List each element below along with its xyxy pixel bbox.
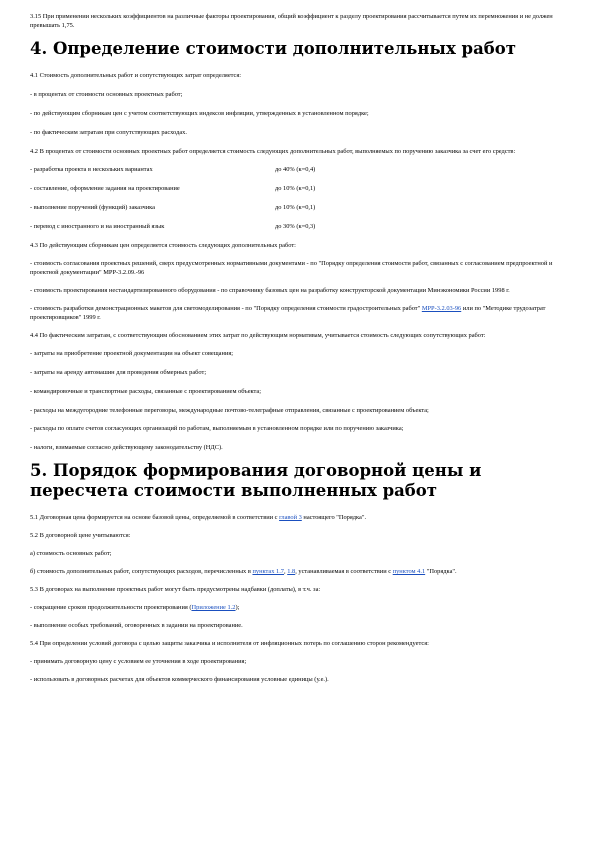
text-fragment: "Порядка". <box>425 568 457 575</box>
list-item <box>30 304 565 322</box>
list-item: - затраты на приобретение проектной документации на объект совещания; <box>30 350 234 357</box>
rate-row <box>30 165 565 174</box>
text-fragment: - стоимость разработки демонстрационных макетов для светомоделирования - по "Порядку определения стоимости градостроительных работ" <box>30 305 421 312</box>
text-fragment: 5.1 Договорная цена формируется на основе базовой цены, определяемой в соответствии с <box>30 514 280 521</box>
rate-label: - выполнение поручений (функций) заказчика <box>30 204 156 211</box>
list-item: - принимать договорную цену с условием ее уточнения в ходе проектирования; <box>30 658 247 665</box>
rate-row <box>30 203 565 212</box>
text-fragment: б) стоимость дополнительных работ, сопутствующих расходов, перечисленных в <box>30 568 253 575</box>
text-fragment: , <box>284 568 288 575</box>
rate-value: до 10% (к=0,1) <box>275 185 316 192</box>
rate-row <box>30 184 565 193</box>
rate-value: до 40% (к=0,4) <box>275 166 316 173</box>
paragraph-5-1 <box>30 513 565 522</box>
link-item-4-1[interactable]: пунктом 4.1 <box>392 568 426 575</box>
paragraph-3-15: 3.15 При применении нескольких коэффициентов на различные факторы проектирования, общий коэффициент к разделу проектирования рассчитывается путем их перемножения и не должен превышать 1,75. <box>30 13 553 29</box>
paragraph-5-2: 5.2 В договорной цене учитываются: <box>30 532 131 539</box>
text-fragment: ); <box>235 604 240 611</box>
rate-value: до 10% (к=0,1) <box>275 204 316 211</box>
list-item: - по действующим сборникам цен с учетом соответствующих индексов инфляции, утвержденных в установленном порядке; <box>30 110 369 117</box>
rate-value: до 30% (к=0,3) <box>275 223 316 230</box>
list-item: - стоимость согласования проектных решений, сверх предусмотренных нормативными документами - по "Порядку определения стоимости работ, связанных с согласованием предпроектной и проектной документации" МРР-3.2.09.-96 <box>30 260 553 276</box>
list-item: - налоги, взимаемые согласно действующему законодательству (НДС). <box>30 444 223 451</box>
list-item <box>30 603 565 612</box>
link-item-1-8[interactable]: 1.8 <box>287 568 296 575</box>
list-item: - выполнение особых требований, оговоренных в задании на проектирование. <box>30 622 243 629</box>
link-mrr-3-2-03-96[interactable]: МРР-3.2.03-96 <box>421 305 462 312</box>
list-item: - затраты на аренду автомашин для проведения обмерных работ; <box>30 369 207 376</box>
text-fragment: настоящего "Порядка". <box>301 514 367 521</box>
section-heading-4: 4. Определение стоимости дополнительных работ <box>30 39 516 58</box>
list-item: а) стоимость основных работ; <box>30 550 112 557</box>
list-item: - в процентах от стоимости основных проектных работ; <box>30 91 183 98</box>
link-item-1-7[interactable]: пунктах 1.7 <box>252 568 284 575</box>
paragraph-4-1: 4.1 Стоимость дополнительных работ и сопутствующих затрат определяется: <box>30 72 242 79</box>
list-item: - по фактическим затратам при сопутствующих расходах. <box>30 129 187 136</box>
link-chapter-3[interactable]: главой 3 <box>279 514 302 521</box>
text-fragment: , устанавливаемая в соответствии с <box>295 568 393 575</box>
rate-row <box>30 222 565 231</box>
paragraph-5-4: 5.4 При определении условий договора с целью защиты заказчика и исполнителя от инфляционных потерь по соглашению сторон рекомендуется: <box>30 640 429 647</box>
paragraph-4-3: 4.3 По действующим сборникам цен определяется стоимость следующих дополнительных работ: <box>30 242 296 249</box>
list-item: - командировочные и транспортные расходы, связанные с проектированием объекта; <box>30 388 262 395</box>
list-item <box>30 567 565 576</box>
list-item: - использовать в договорных расчетах для объектов коммерческого финансирования условные единицы (у.е.). <box>30 676 329 683</box>
paragraph-4-2: 4.2 В процентах от стоимости основных проектных работ определяется стоимость следующих дополнительных работ, выполняемых по поручению заказчика за счет его средств: <box>30 148 516 155</box>
rate-label: - разработка проекта в нескольких вариантах <box>30 166 153 173</box>
paragraph-4-4: 4.4 По фактическим затратам, с соответствующим обоснованием этих затрат по действующим нормативам, учитывается стоимость следующих сопутствующих работ: <box>30 332 486 339</box>
list-item: - стоимость проектирования нестандартизированного оборудования - по справочнику базовых цен на разработку конструкторской документации Минэкономики России 1998 г. <box>30 287 510 294</box>
list-item: - расходы на междугородние телефонные переговоры, международные почтово-телеграфные отправления, связанные с проектированием объекта; <box>30 407 429 414</box>
text-fragment: или по "Методике трудозатрат проектировщиков" 1999 г. <box>30 305 546 321</box>
section-heading-5: 5. Порядок формирования договорной цены и пересчета стоимости выполненных работ <box>30 461 482 500</box>
link-appendix-1-2[interactable]: Приложение 1.2 <box>191 604 236 611</box>
text-fragment: - сокращение сроков продолжительности проектирования ( <box>30 604 192 611</box>
rate-label: - составление, оформление задания на проектирование <box>30 185 180 192</box>
list-item: - расходы по оплате счетов согласующих организаций по работам, выполняемым в установленном порядке или по поручению заказчика; <box>30 425 404 432</box>
rate-label: - перевод с иностранного и на иностранный язык <box>30 223 165 230</box>
paragraph-5-3: 5.3 В договорах на выполнение проектных работ могут быть предусмотрены надбавки (доплаты), в т.ч. за: <box>30 586 321 593</box>
